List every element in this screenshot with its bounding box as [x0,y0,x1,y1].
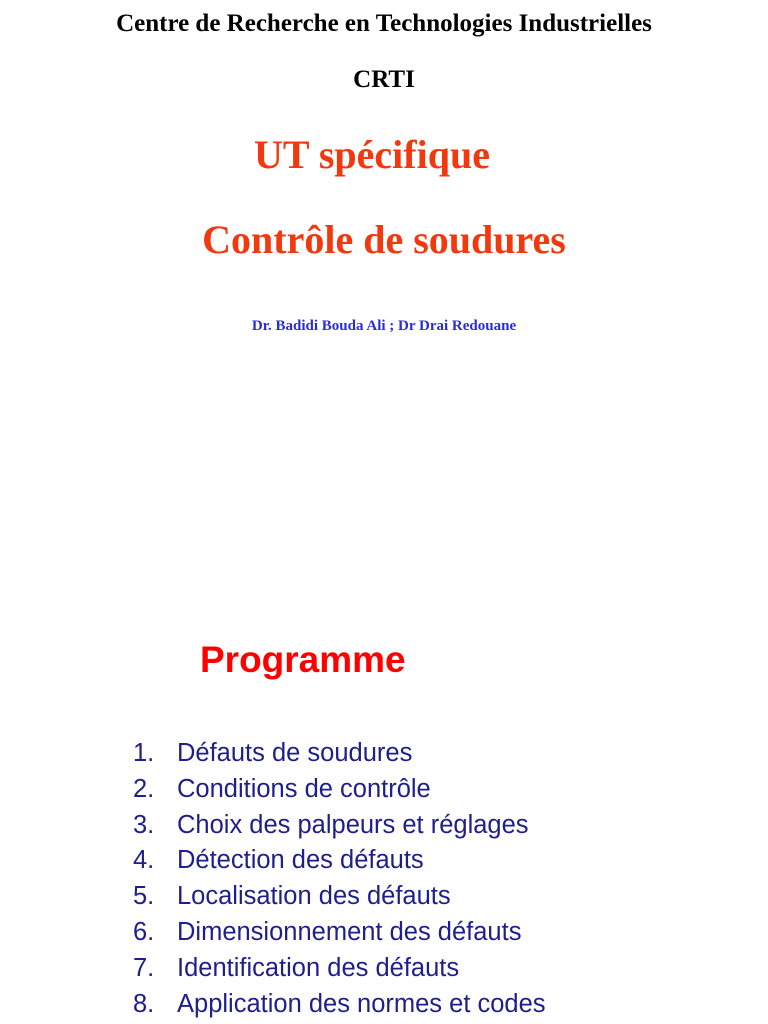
programme-item-label: Identification des défauts [177,953,460,982]
programme-item-label: Détection des défauts [177,846,424,875]
programme-item-label: Conditions de contrôle [177,774,431,803]
programme-item [133,915,546,951]
programme-item-label: Application des normes et codes [177,989,546,1018]
programme-item [133,843,546,879]
programme-item [133,808,546,844]
programme-item-number: 4. [133,846,155,875]
programme-item-number: 3. [133,810,155,839]
programme-list [133,736,546,1022]
programme-heading: Programme [200,639,406,680]
institution-name: Centre de Recherche en Technologies Industrielles [116,10,652,37]
document-subtitle: Contrôle de soudures [202,217,566,262]
programme-item-label: Dimensionnement des défauts [177,917,522,946]
programme-item [133,879,546,915]
programme-item-label: Localisation des défauts [177,882,451,911]
programme-item-number: 1. [133,739,155,767]
programme-item-number: 5. [133,882,155,911]
programme-item [133,951,546,987]
authors-line: Dr. Badidi Bouda Ali ; Dr Drai Redouane [251,318,517,334]
programme-item-number: 2. [133,774,155,803]
programme-item-label: Choix des palpeurs et réglages [177,810,529,839]
programme-item-label: Défauts de soudures [177,739,413,767]
programme-item [133,736,546,772]
programme-item-number: 8. [133,989,155,1018]
programme-item-number: 6. [133,917,155,946]
programme-item [133,772,546,808]
programme-item [133,987,546,1023]
programme-item-number: 7. [133,953,155,982]
document-title: UT spécifique [254,132,490,177]
institution-acronym: CRTI [353,66,415,93]
